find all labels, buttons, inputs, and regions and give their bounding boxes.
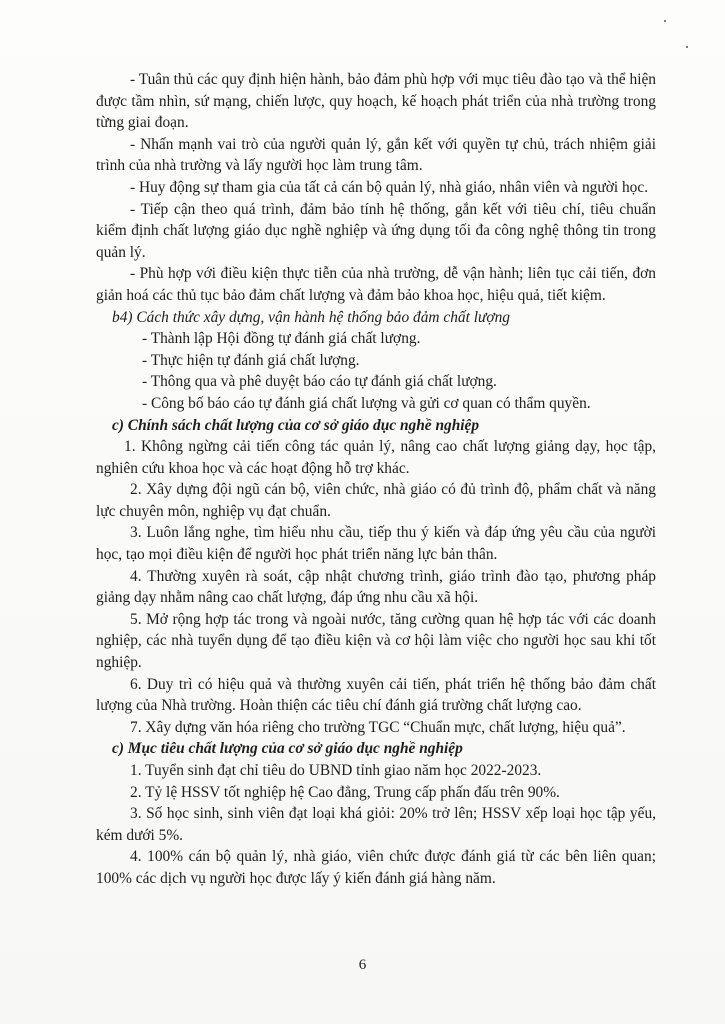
list-item: - Thành lập Hội đồng tự đánh giá chất lượng. bbox=[142, 330, 421, 348]
paragraph: - Nhấn mạnh vai trò của người quản lý, gắn kết với quyền tự chủ, trách nhiệm giải trình của nhà trường và lấy người học làm trung tâm. bbox=[96, 135, 656, 175]
paragraph: - Tuân thủ các quy định hiện hành, bảo đảm phù hợp với mục tiêu đào tạo và thể hiện được tầm nhìn, sứ mạng, chiến lược, quy hoạch, kế hoạch phát triển của nhà trường trong từng giai đoạn. bbox=[96, 71, 656, 132]
paragraph: - Huy động sự tham gia của tất cả cán bộ quản lý, nhà giáo, nhân viên và người học. bbox=[130, 178, 649, 196]
scan-speck bbox=[686, 46, 688, 48]
goal-item: 3. Số học sinh, sinh viên đạt loại khá giỏi: 20% trở lên; HSSV xếp loại học tập yếu, kém dưới 5%. bbox=[96, 805, 656, 844]
policy-item: 6. Duy trì có hiệu quả và thường xuyên cải tiến, phát triển hệ thống bảo đảm chất lượng của Nhà trường. Hoàn thiện các tiêu chí đánh giá trường chất lượng cao. bbox=[96, 675, 656, 715]
section-c-policy-heading: c) Chính sách chất lượng của cơ sở giáo dục nghề nghiệp bbox=[112, 416, 480, 434]
section-b4-heading: b4) Cách thức xây dựng, vận hành hệ thống bảo đảm chất lượng bbox=[112, 308, 511, 326]
list-item: - Thực hiện tự đánh giá chất lượng. bbox=[142, 351, 360, 369]
page-number: 6 bbox=[358, 957, 367, 973]
page-body bbox=[96, 69, 656, 890]
policy-item: 5. Mở rộng hợp tác trong và ngoài nước, tăng cường quan hệ hợp tác với các doanh nghiệp, các nhà tuyển dụng để tạo điều kiện và cơ hội làm việc cho người học sau khi tốt nghiệp. bbox=[96, 610, 656, 672]
scan-speck bbox=[664, 20, 666, 22]
policy-item: 7. Xây dựng văn hóa riêng cho trường TGC “Chuẩn mực, chất lượng, hiệu quả”. bbox=[130, 718, 626, 736]
policy-item: 3. Luôn lắng nghe, tìm hiểu nhu cầu, tiếp thu ý kiến và đáp ứng yêu cầu của người học, tạo mọi điều kiện để người học phát triển năng lực bản thân. bbox=[96, 524, 656, 564]
policy-item: 1. Không ngừng cải tiến công tác quản lý, nâng cao chất lượng giảng dạy, học tập, nghiên cứu khoa học và các hoạt động hỗ trợ khác. bbox=[96, 438, 656, 477]
policy-item: 2. Xây dựng đội ngũ cán bộ, viên chức, nhà giáo có đủ trình độ, phẩm chất và năng lực chuyên môn, nghiệp vụ đạt chuẩn. bbox=[96, 481, 656, 520]
paragraph: - Phù hợp với điều kiện thực tiễn của nhà trường, dễ vận hành; liên tục cải tiến, đơn giản hoá các thủ tục bảo đảm chất lượng và đảm bảo khoa học, hiệu quả, tiết kiệm. bbox=[96, 265, 656, 304]
policy-item: 4. Thường xuyên rà soát, cập nhật chương trình, giáo trình đào tạo, phương pháp giảng dạy nhằm nâng cao chất lượng, đáp ứng nhu cầu xã hội. bbox=[96, 567, 656, 607]
list-item: - Thông qua và phê duyệt báo cáo tự đánh giá chất lượng. bbox=[142, 373, 497, 391]
goal-item: 2. Tỷ lệ HSSV tốt nghiệp hệ Cao đẳng, Trung cấp phấn đấu trên 90%. bbox=[130, 783, 560, 801]
list-item: - Công bố báo cáo tự đánh giá chất lượng và gửi cơ quan có thẩm quyền. bbox=[142, 394, 591, 412]
section-c-goals-heading: c) Mục tiêu chất lượng của cơ sở giáo dục nghề nghiệp bbox=[112, 740, 463, 758]
goal-item: 1. Tuyển sinh đạt chỉ tiêu do UBND tỉnh giao năm học 2022-2023. bbox=[130, 762, 542, 779]
goal-item: 4. 100% cán bộ quản lý, nhà giáo, viên chức được đánh giá từ các bên liên quan; 100% các dịch vụ người học được lấy ý kiến đánh giá hàng năm. bbox=[96, 848, 656, 887]
paragraph: - Tiếp cận theo quá trình, đảm bảo tính hệ thống, gắn kết với tiêu chí, tiêu chuẩn kiểm định chất lượng giáo dục nghề nghiệp và ứng dụng tối đa công nghệ thông tin trong quản lý. bbox=[96, 200, 656, 261]
